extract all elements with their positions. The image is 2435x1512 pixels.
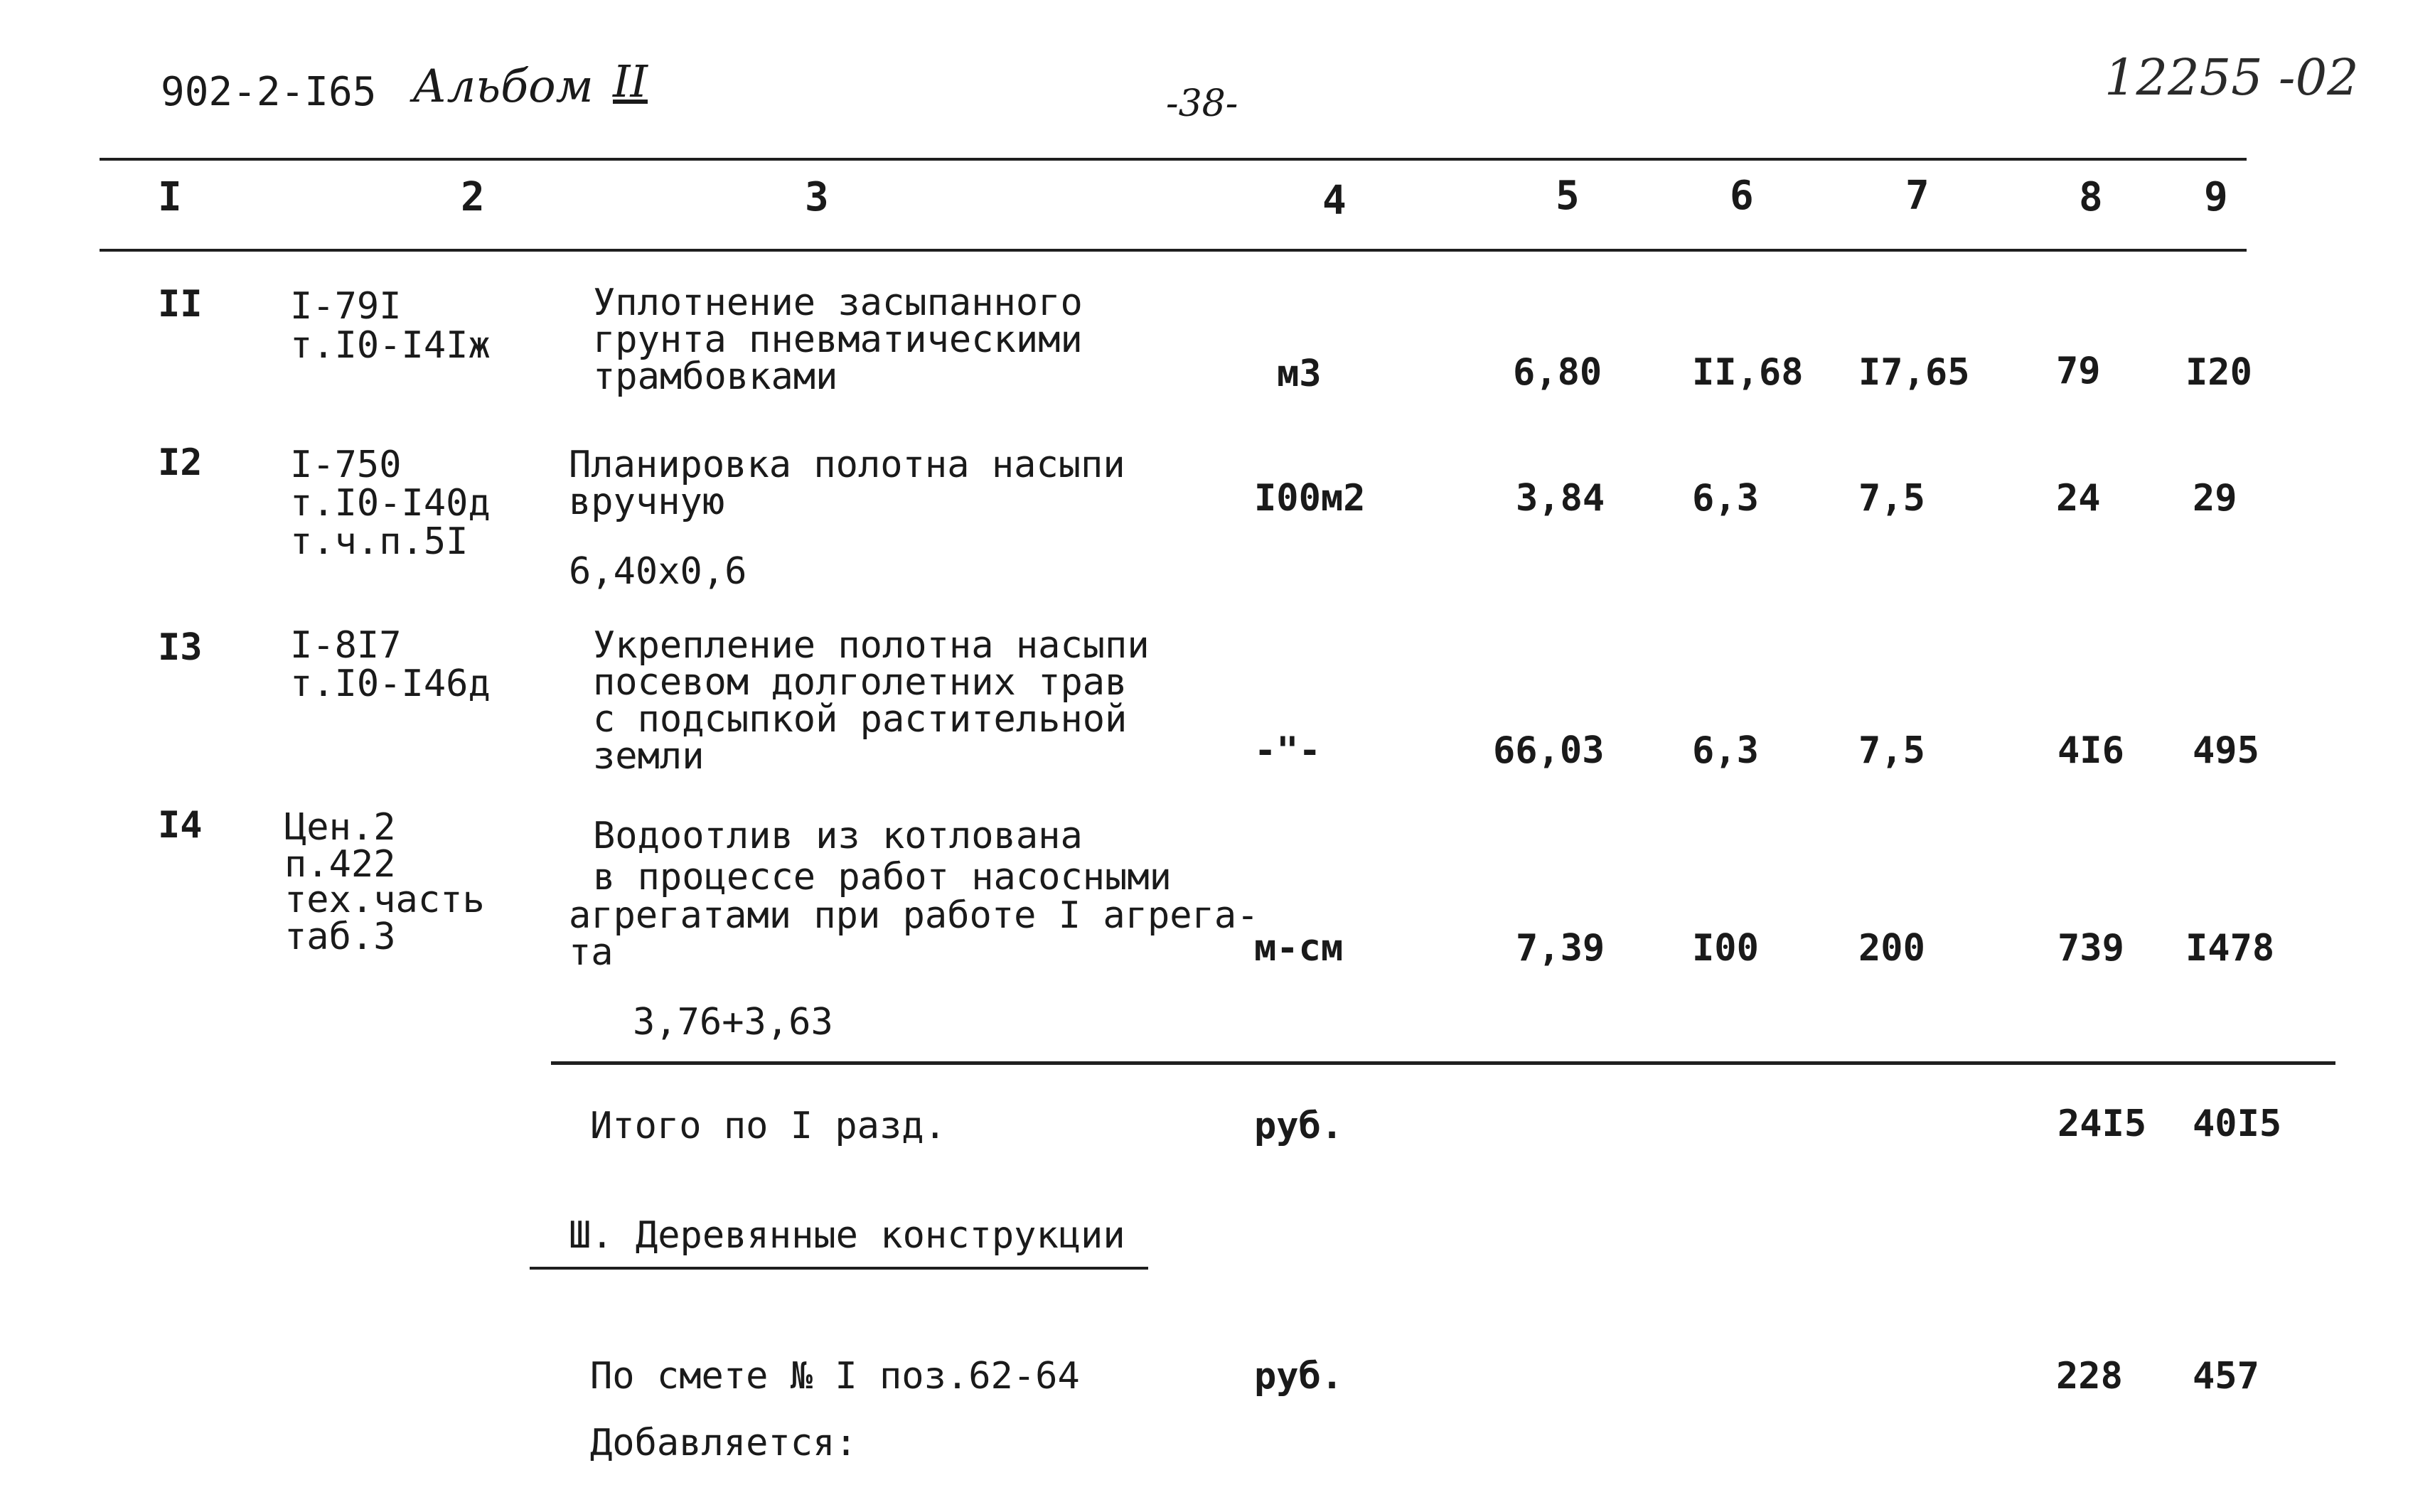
column-header: 7 <box>1905 173 1930 219</box>
unit: м3 <box>1277 353 1322 395</box>
unit-price: 6,3 <box>1692 729 1759 772</box>
unit-price: I00 <box>1692 927 1759 970</box>
section-heading: Ш. Деревянные конструкции <box>569 1214 1125 1257</box>
work-description: трамбовками <box>593 355 838 398</box>
unit-price: 6,3 <box>1692 477 1759 520</box>
column-header: 3 <box>805 174 829 220</box>
page-number: -38- <box>1166 82 1238 125</box>
column-header: 4 <box>1322 178 1347 224</box>
quantity: 66,03 <box>1493 729 1605 772</box>
subtotal-total: 24I5 <box>2057 1103 2147 1145</box>
column-header: 5 <box>1556 173 1580 219</box>
work-description: в процессе работ насосными <box>593 856 1172 899</box>
cost-total-full: I478 <box>2185 927 2275 970</box>
column-header: I <box>158 174 182 220</box>
norm-code: I-750 <box>290 444 402 486</box>
album-number: II <box>613 55 648 107</box>
work-description: Водоотлив из котлована <box>593 815 1083 857</box>
norm-code: таб.3 <box>284 916 396 958</box>
work-description: с подсыпкой растительной <box>593 698 1128 741</box>
norm-code: п.422 <box>284 843 396 886</box>
column-header: 2 <box>461 174 485 220</box>
calculation: 6,40х0,6 <box>569 550 747 593</box>
document-code: 902-2-I65 <box>161 69 377 115</box>
estimate-label: По смете № I поз.62-64 <box>590 1355 1080 1398</box>
additions-label: Добавляется: <box>590 1422 857 1464</box>
unit: м-см <box>1254 927 1344 970</box>
norm-code: I-8I7 <box>290 624 402 667</box>
cost-total: 79 <box>2056 350 2101 392</box>
unit-price-total: 7,5 <box>1858 477 1925 520</box>
row-number: I3 <box>158 626 203 669</box>
subtotal-unit: руб. <box>1254 1105 1344 1147</box>
archive-number: 12255 -02 <box>2104 48 2359 107</box>
column-header: 9 <box>2204 174 2228 220</box>
estimate-total: 228 <box>2056 1355 2123 1398</box>
column-header: 8 <box>2079 174 2103 220</box>
estimate-unit: руб. <box>1254 1355 1344 1398</box>
unit: -"- <box>1254 729 1321 772</box>
cost-total-full: 495 <box>2193 729 2259 772</box>
work-description: посевом долголетних трав <box>593 661 1128 704</box>
unit-price-total: I7,65 <box>1858 351 1970 394</box>
work-description: Планировка полотна насыпи <box>569 444 1125 486</box>
subtotal-total-full: 40I5 <box>2193 1103 2282 1145</box>
calculation: 3,76+3,63 <box>633 1001 833 1044</box>
estimate-total-full: 457 <box>2193 1355 2259 1398</box>
cost-total: 24 <box>2056 477 2101 520</box>
work-description: земли <box>593 735 705 778</box>
album-label: Альбом <box>412 60 594 113</box>
subtotal-rule <box>551 1061 2335 1065</box>
table-top-rule <box>100 158 2247 161</box>
norm-code: т.ч.п.5I <box>290 520 469 563</box>
norm-code: т.I0-I4Iж <box>290 324 491 367</box>
unit-price-total: 7,5 <box>1858 729 1925 772</box>
norm-code: т.I0-I40д <box>290 482 491 525</box>
quantity: 7,39 <box>1516 927 1605 970</box>
section-underline <box>530 1267 1148 1270</box>
work-description: агрегатами при работе I агрега- <box>569 894 1259 937</box>
cost-total: 4I6 <box>2057 729 2124 772</box>
cost-total-full: 29 <box>2193 477 2237 520</box>
work-description: грунта пневматическими <box>593 318 1083 361</box>
quantity: 3,84 <box>1516 477 1605 520</box>
row-number: I4 <box>158 804 203 847</box>
column-header-rule <box>100 249 2247 252</box>
unit: I00м2 <box>1254 477 1366 520</box>
row-number: I2 <box>158 441 203 484</box>
unit-price-total: 200 <box>1858 927 1925 970</box>
work-description: Уплотнение засыпанного <box>593 282 1083 324</box>
subtotal-label: Итого по I разд. <box>590 1105 946 1147</box>
norm-code: т.I0-I46д <box>290 663 491 705</box>
norm-code: тех.часть <box>284 879 485 921</box>
norm-code: I-79I <box>290 285 402 328</box>
cost-total-full: I20 <box>2185 351 2252 394</box>
unit-price: II,68 <box>1692 351 1804 394</box>
quantity: 6,80 <box>1513 351 1602 394</box>
norm-code: Цен.2 <box>284 806 396 849</box>
row-number: II <box>158 283 203 326</box>
work-description: вручную <box>569 481 725 523</box>
work-description: Укрепление полотна насыпи <box>593 624 1150 667</box>
cost-total: 739 <box>2057 927 2124 970</box>
column-header: 6 <box>1730 173 1754 219</box>
work-description: та <box>569 931 614 974</box>
